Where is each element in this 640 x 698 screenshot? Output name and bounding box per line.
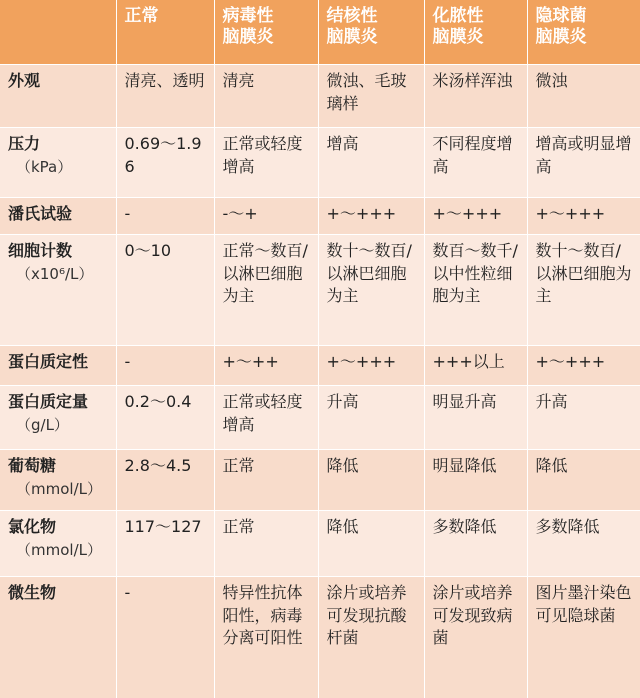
- table-cell: 多数降低: [424, 511, 527, 577]
- row-header: 葡萄糖 （mmol/L）: [0, 450, 116, 511]
- header-purulent-meningitis: 化脓性 脑膜炎: [424, 0, 527, 65]
- table-row: [0, 577, 640, 698]
- header-tuberculous-meningitis: 结核性 脑膜炎: [318, 0, 424, 65]
- table-cell: 升高: [527, 386, 640, 450]
- table-cell: 米汤样浑浊: [424, 65, 527, 128]
- table-row: [0, 65, 640, 128]
- table-row: [0, 346, 640, 386]
- table-cell: 增高: [318, 128, 424, 198]
- table-row: [0, 198, 640, 235]
- header-normal: 正常: [116, 0, 214, 65]
- header-corner: [0, 0, 116, 65]
- row-header: 蛋白质定性: [0, 346, 116, 386]
- table-cell: -: [116, 346, 214, 386]
- table-row: [0, 386, 640, 450]
- row-header: 氯化物 （mmol/L）: [0, 511, 116, 577]
- table-cell: -: [116, 577, 214, 698]
- table-cell: 不同程度增高: [424, 128, 527, 198]
- table-cell: 正常～数百/以淋巴细胞为主: [214, 235, 318, 346]
- table-cell: 增高或明显增高: [527, 128, 640, 198]
- table-cell: 降低: [318, 511, 424, 577]
- table-cell: +～+++: [527, 198, 640, 235]
- table-cell: 涂片或培养可发现抗酸杆菌: [318, 577, 424, 698]
- header-cryptococcal-meningitis: 隐球菌 脑膜炎: [527, 0, 640, 65]
- table-cell: 0.69～1.96: [116, 128, 214, 198]
- row-header: 微生物: [0, 577, 116, 698]
- table-cell: -: [116, 198, 214, 235]
- table-cell: 正常: [214, 450, 318, 511]
- table-cell: 微浊、毛玻璃样: [318, 65, 424, 128]
- table-cell: 0～10: [116, 235, 214, 346]
- table-cell: 数十～数百/以淋巴细胞为主: [527, 235, 640, 346]
- table-cell: +～+++: [424, 198, 527, 235]
- table-cell: 正常: [214, 511, 318, 577]
- table-cell: 涂片或培养可发现致病菌: [424, 577, 527, 698]
- table-cell: 升高: [318, 386, 424, 450]
- table-cell: +～+++: [318, 346, 424, 386]
- row-header: 潘氏试验: [0, 198, 116, 235]
- table-row: [0, 128, 640, 198]
- header-viral-meningitis: 病毒性 脑膜炎: [214, 0, 318, 65]
- table-cell: 明显升高: [424, 386, 527, 450]
- header-row: [0, 0, 640, 65]
- table-cell: 清亮、透明: [116, 65, 214, 128]
- table-cell: 数百～数千/以中性粒细胞为主: [424, 235, 527, 346]
- table-cell: 117～127: [116, 511, 214, 577]
- table-cell: 数十～数百/以淋巴细胞为主: [318, 235, 424, 346]
- table-cell: 清亮: [214, 65, 318, 128]
- table-cell: +～+++: [527, 346, 640, 386]
- row-header: 蛋白质定量 （g/L）: [0, 386, 116, 450]
- row-header: 外观: [0, 65, 116, 128]
- table-row: [0, 511, 640, 577]
- table-cell: +～++: [214, 346, 318, 386]
- table-cell: 特异性抗体阳性，病毒分离可阳性: [214, 577, 318, 698]
- row-header: 压力 （kPa）: [0, 128, 116, 198]
- row-header: 细胞计数 （x10⁶/L）: [0, 235, 116, 346]
- table-cell: +++以上: [424, 346, 527, 386]
- table-cell: 正常或轻度增高: [214, 128, 318, 198]
- table-cell: +～+++: [318, 198, 424, 235]
- table-cell: -～+: [214, 198, 318, 235]
- table-cell: 正常或轻度增高: [214, 386, 318, 450]
- table-cell: 降低: [318, 450, 424, 511]
- table-cell: 明显降低: [424, 450, 527, 511]
- table-cell: 图片墨汁染色可见隐球菌: [527, 577, 640, 698]
- table-row: [0, 450, 640, 511]
- table-cell: 微浊: [527, 65, 640, 128]
- table-cell: 降低: [527, 450, 640, 511]
- table-cell: 多数降低: [527, 511, 640, 577]
- table-cell: 0.2～0.4: [116, 386, 214, 450]
- table-row: [0, 235, 640, 346]
- table-cell: 2.8～4.5: [116, 450, 214, 511]
